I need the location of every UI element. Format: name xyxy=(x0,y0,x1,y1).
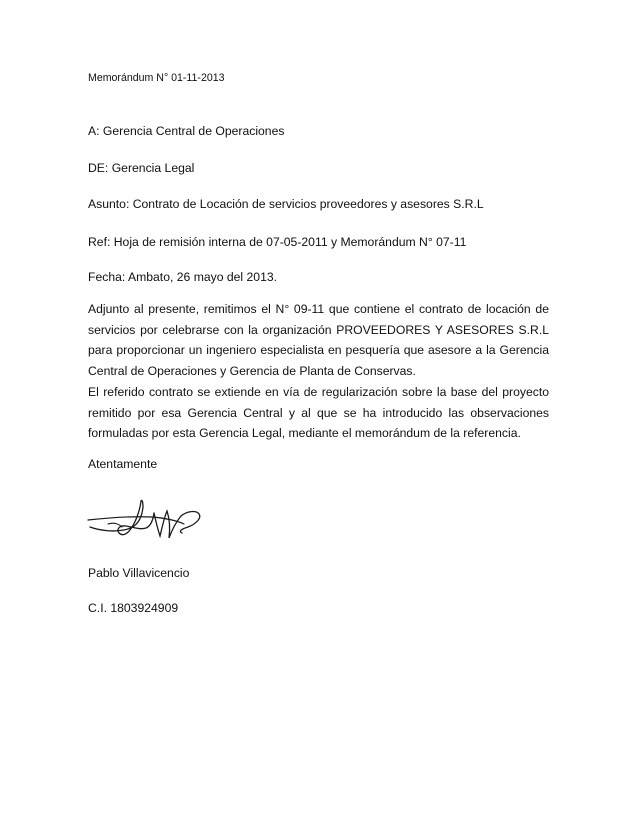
recipient-line: A: Gerencia Central de Operaciones xyxy=(88,124,285,138)
date-line: Fecha: Ambato, 26 mayo del 2013. xyxy=(88,270,278,284)
body-paragraph-2: El referido contrato se extiende en vía de regularización sobre la base del proyecto remitido por esa Gerencia Central y al que se ha introducido las observaciones formuladas por esta Gerencia Legal, mediante el memorándum de la referencia. xyxy=(88,385,549,441)
body-paragraph-1: Adjunto al presente, remitimos el N° 09-11 que contiene el contrato de locación de servicios por celebrarse con la organización PROVEEDORES Y ASESORES S.R.L para proporcionar un ingeniero especialista en pesquería que asesore a la Gerencia Central de Operaciones y Gerencia de Planta de Conservas. xyxy=(88,302,549,378)
reference-line: Ref: Hoja de remisión interna de 07-05-2011 y Memorándum N° 07-11 xyxy=(88,235,467,249)
closing-text: Atentamente xyxy=(88,457,158,471)
subject-line: Asunto: Contrato de Locación de servicios proveedores y asesores S.R.L xyxy=(88,197,484,211)
signer-name: Pablo Villavicencio xyxy=(88,566,190,580)
signer-id: C.I. 1803924909 xyxy=(88,601,179,615)
memo-number: Memorándum N° 01-11-2013 xyxy=(88,72,225,84)
handwritten-signature xyxy=(86,494,206,544)
sender-line: DE: Gerencia Legal xyxy=(88,161,195,175)
